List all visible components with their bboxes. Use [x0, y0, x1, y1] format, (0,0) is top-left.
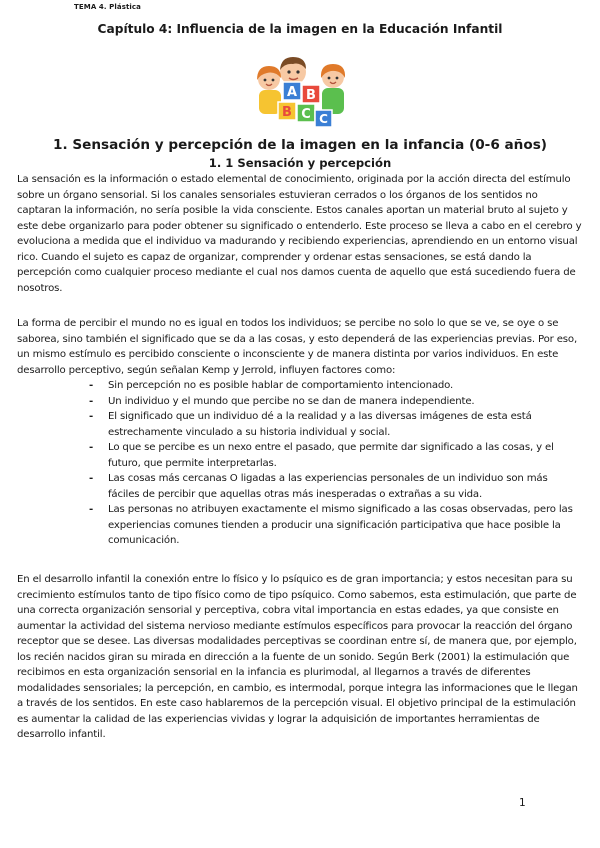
section-title: 1. Sensación y percepción de la imagen en la infancia (0-6 años) — [52, 137, 548, 153]
list-item-text: Las cosas más cercanas O ligadas a las experiencias personales de un individuo son más fáciles de percibir que aquellas otras más inesperadas o extrañas a su vida. — [108, 473, 548, 500]
paragraph-sensation: La sensación es la información o estado elemental de conocimiento, originada por la acción directa del estímulo sobre un órgano sensorial. Si los canales sensoriales estuvieran cerrados o los órganos de los sentidos no captaran la información, no sería posible la vida consciente. Estos canales aportan un material bruto al sujeto y este debe organizarlo para poder obtener su significado o entenderlo. Este proceso se lleva a cabo en el cerebro y evoluciona a medida que el individuo va madurando y recibiendo experiencias, aprendiendo en un entorno visual rico. Cuando el sujeto es capaz de organizar, comprender y ordenar estas sensaciones, se está dando la percepción como cualquier proceso mediante el cual nos damos cuenta de aquello que está sucediendo fuera de nosotros. — [17, 174, 582, 294]
list-item-text: Lo que se percibe es un nexo entre el pasado, que permite dar significado a las cosas, y el futuro, que permite interpretarlas. — [108, 442, 554, 469]
list-item — [89, 378, 581, 394]
list-item — [89, 502, 581, 549]
factors-list — [89, 378, 581, 549]
paragraph-child-development: En el desarrollo infantil la conexión entre lo físico y lo psíquico es de gran importancia; y estos necesitan para su crecimiento estímulos tanto de tipo físico como de tipo psíquico. Como sabemos, esta estimulación, que parte de una correcta organización sensorial y perceptiva, cobra vital importancia en estas edades, ya que consiste en aumentar la actividad del sistema nervioso mediante estímulos específicos para provocar la reacción del órgano receptor que se desee. Las diversas modalidades perceptivas se coordinan entre sí, de manera que, por ejemplo, los recién nacidos giran su mirada en dirección a la fuente de un sonido. Según Berk (2001) la estimulación que recibimos en esta organización sensorial en la infancia es plurimodal, al llegarnos a través de diferentes modalidades sensoriales; la percepción, en cambio, es intermodal, porque integra las informaciones que le llegan a través de los sentidos. En este caso hablaremos de la percepción visual. El objetivo principal de la estimulación es aumentar la calidad de las experiencias vividas y lograr la adquisición de importantes herramientas de desarrollo infantil. — [17, 574, 578, 740]
block-letter-b-bottom: B — [282, 105, 292, 120]
page-number: 1 — [519, 797, 526, 809]
chapter-title: Capítulo 4: Influencia de la imagen en la Educación Infantil — [97, 22, 503, 36]
block-a — [283, 82, 301, 100]
list-item — [89, 394, 581, 410]
list-bullet: - — [89, 504, 94, 515]
children-with-abc-blocks-icon — [245, 52, 357, 130]
block-letter-a: A — [286, 85, 298, 100]
list-item — [89, 409, 581, 440]
running-header: TEMA 4. Plástica — [74, 3, 141, 11]
block-b-bottom — [278, 102, 296, 120]
list-item — [89, 440, 581, 471]
list-bullet: - — [89, 473, 94, 484]
list-item-text: El significado que un individuo dé a la realidad y a las diversas imágenes de esta está estrechamente vinculado a su historia individual y social. — [108, 411, 532, 438]
list-bullet: - — [89, 442, 94, 453]
list-item-text: Sin percepción no es posible hablar de comportamiento intencionado. — [108, 380, 454, 391]
list-item-text: Las personas no atribuyen exactamente el mismo significado a las cosas observadas, pero las experiencias comunes tienden a producir una significación participativa que hace posible la comunicación. — [108, 504, 573, 546]
paragraph-perception-factors-intro: La forma de percibir el mundo no es igual en todos los individuos; se percibe no solo lo que se ve, se oye o se saborea, sino también el significado que se da a las cosas, y esto dependerá de las experiencias previas. Por eso, un mismo estímulo es percibido consciente o inconsciente y de manera distinta por varios individuos. En este desarrollo perceptivo, según señalan Kemp y Jerrold, influyen factores como: — [17, 318, 578, 376]
list-bullet: - — [89, 380, 94, 391]
block-letter-c-middle: C — [301, 107, 311, 122]
block-c-middle — [297, 104, 315, 122]
block-c-right — [315, 110, 332, 127]
list-item — [89, 471, 581, 502]
list-item-text: Un individuo y el mundo que percibe no se dan de manera independiente. — [108, 395, 475, 407]
list-bullet: - — [89, 411, 94, 422]
block-letter-b-top: B — [306, 88, 316, 103]
subsection-title: 1. 1 Sensación y percepción — [208, 156, 392, 170]
block-letter-c-right: C — [319, 112, 328, 126]
list-bullet: - — [89, 395, 94, 407]
block-b-top — [302, 85, 320, 103]
